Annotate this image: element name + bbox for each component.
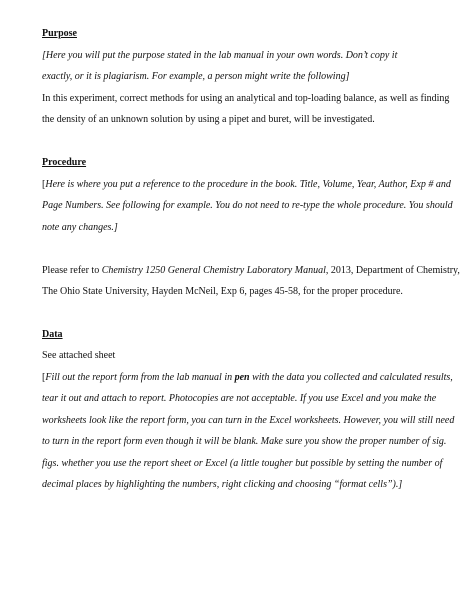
data-heading: Data — [42, 329, 63, 340]
procedure-instruction-line-3: note any changes.] — [42, 222, 118, 233]
procedure-reference-title: Chemistry 1250 General Chemistry Laboratory Manual — [101, 265, 326, 276]
purpose-instruction-line-1: [Here you will put the purpose stated in the lab manual in your own words. Don’t copy it — [42, 50, 398, 61]
procedure-reference-line-2: The Ohio State University, Hayden McNeil, Exp 6, pages 45-58, for the proper procedure. — [42, 286, 403, 297]
procedure-instruction-line-2: Page Numbers. See following for example. You do not need to re-type the whole procedure. You should — [42, 200, 453, 211]
data-instruction-line-6: decimal places by highlighting the numbers, right clicking and choosing “format cells”).] — [42, 479, 403, 490]
procedure-reference-suffix: , 2013, Department of Chemistry, — [325, 265, 460, 276]
purpose-instruction-line-2: exactly, or it is plagiarism. For example, a person might write the following] — [42, 71, 350, 82]
data-instruction-line-1 — [42, 372, 453, 384]
procedure-heading: Procedure — [42, 157, 87, 168]
data-instruction-line-5: figs. whether you use the report sheet or Excel (a little tougher but possible by setting the number of — [42, 458, 443, 469]
purpose-body-line-1: In this experiment, correct methods for using an analytical and top-loading balance, as well as finding — [42, 93, 450, 104]
procedure-reference-line-1 — [42, 265, 460, 277]
purpose-heading: Purpose — [42, 28, 77, 39]
procedure-instruction-text-1: Here is where you put a reference to the procedure in the book. Title, Volume, Year, Author, Exp # and — [45, 179, 451, 190]
data-instruction-text-1a: Fill out the report form from the lab manual in — [45, 372, 235, 383]
data-instruction-pen: pen — [234, 372, 250, 383]
data-see-sheet: See attached sheet — [42, 350, 116, 361]
data-instruction-line-3: worksheets look like the report form, you can turn in the Excel worksheets. However, you will still need — [42, 415, 455, 426]
procedure-reference-prefix: Please refer to — [42, 265, 102, 276]
procedure-instruction-bracket: [ — [42, 179, 46, 190]
data-instruction-line-4: to turn in the report form even though it will be blank. Make sure you show the proper number of sig. — [42, 436, 447, 447]
data-instruction-line-2: tear it out and attach to report. Photocopies are not acceptable. If you use Excel and you make the — [42, 393, 437, 404]
data-instruction-bracket: [ — [42, 372, 46, 383]
data-instruction-text-1b: with the data you collected and calculated results, — [249, 372, 453, 383]
procedure-instruction-line-1 — [42, 179, 451, 191]
purpose-body-line-2: the density of an unknown solution by using a pipet and buret, will be investigated. — [42, 114, 375, 125]
